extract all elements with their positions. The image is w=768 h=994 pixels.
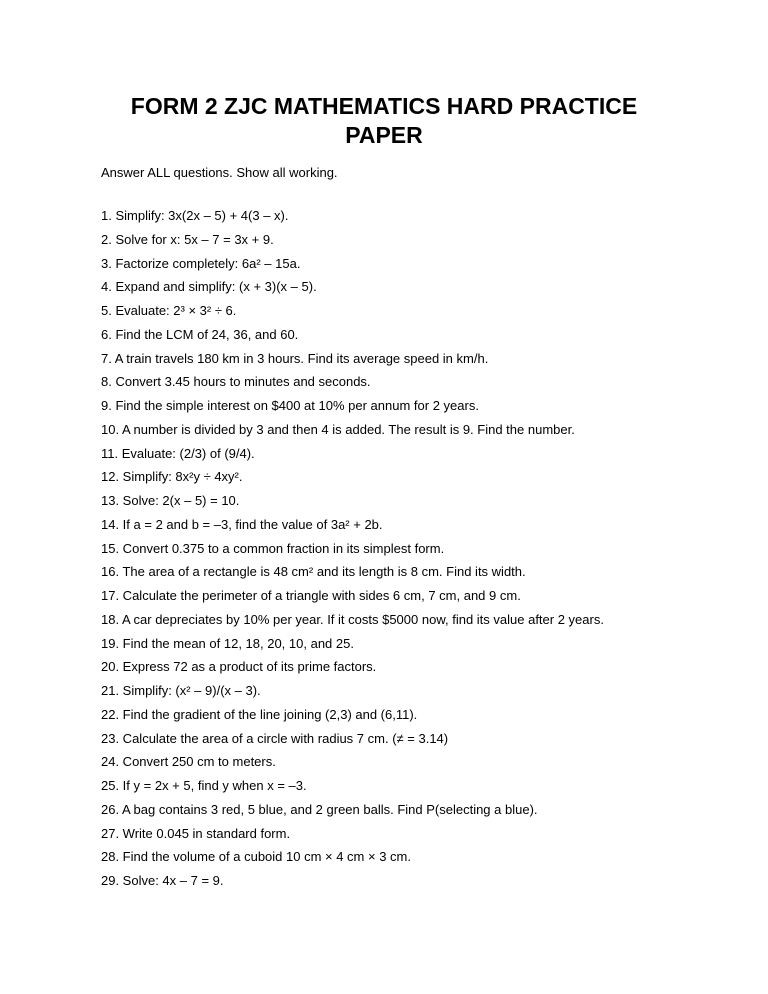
- document-title: [90, 92, 678, 150]
- question-item: 18. A car depreciates by 10% per year. If it costs $5000 now, find its value after 2 years.: [101, 611, 604, 627]
- question-item: 15. Convert 0.375 to a common fraction in its simplest form.: [101, 540, 445, 556]
- question-item: 4. Expand and simplify: (x + 3)(x – 5).: [101, 279, 317, 295]
- question-item: 14. If a = 2 and b = –3, find the value of 3a² + 2b.: [101, 516, 383, 532]
- question-item: 8. Convert 3.45 hours to minutes and seconds.: [101, 374, 371, 390]
- question-item: 3. Factorize completely: 6a² – 15a.: [101, 255, 301, 271]
- title-line-1: FORM 2 ZJC MATHEMATICS HARD PRACTICE: [130, 93, 638, 119]
- question-item: 21. Simplify: (x² – 9)/(x – 3).: [101, 683, 261, 698]
- question-item: 7. A train travels 180 km in 3 hours. Find its average speed in km/h.: [101, 350, 489, 366]
- question-item: 16. The area of a rectangle is 48 cm² and its length is 8 cm. Find its width.: [101, 564, 526, 580]
- question-item: 11. Evaluate: (2/3) of (9/4).: [101, 445, 255, 461]
- question-item: 5. Evaluate: 2³ × 3² ÷ 6.: [101, 303, 237, 318]
- question-item: 26. A bag contains 3 red, 5 blue, and 2 green balls. Find P(selecting a blue).: [101, 801, 538, 817]
- question-item: 13. Solve: 2(x – 5) = 10.: [101, 493, 240, 508]
- question-item: 23. Calculate the area of a circle with radius 7 cm. (≠ = 3.14): [101, 730, 449, 746]
- question-item: 28. Find the volume of a cuboid 10 cm × 4 cm × 3 cm.: [101, 849, 411, 865]
- title-line-2: PAPER: [345, 122, 423, 148]
- question-item: 27. Write 0.045 in standard form.: [101, 825, 291, 841]
- question-item: 19. Find the mean of 12, 18, 20, 10, and 25.: [101, 635, 354, 651]
- question-item: 17. Calculate the perimeter of a triangle with sides 6 cm, 7 cm, and 9 cm.: [101, 588, 521, 603]
- question-item: 12. Simplify: 8x²y ÷ 4xy².: [101, 469, 243, 485]
- question-item: 9. Find the simple interest on $400 at 10% per annum for 2 years.: [101, 398, 479, 413]
- question-list: [101, 207, 604, 896]
- question-item: 25. If y = 2x + 5, find y when x = –3.: [101, 778, 307, 793]
- question-item: 24. Convert 250 cm to meters.: [101, 754, 276, 770]
- question-item: 1. Simplify: 3x(2x – 5) + 4(3 – x).: [101, 208, 289, 223]
- question-item: 22. Find the gradient of the line joining (2,3) and (6,11).: [101, 706, 418, 722]
- question-item: 10. A number is divided by 3 and then 4 is added. The result is 9. Find the number.: [101, 421, 575, 437]
- question-item: 2. Solve for x: 5x – 7 = 3x + 9.: [101, 231, 274, 247]
- instructions: Answer ALL questions. Show all working.: [101, 165, 338, 180]
- question-item: 29. Solve: 4x – 7 = 9.: [101, 873, 224, 888]
- question-item: 20. Express 72 as a product of its prime factors.: [101, 659, 377, 675]
- question-item: 6. Find the LCM of 24, 36, and 60.: [101, 326, 299, 342]
